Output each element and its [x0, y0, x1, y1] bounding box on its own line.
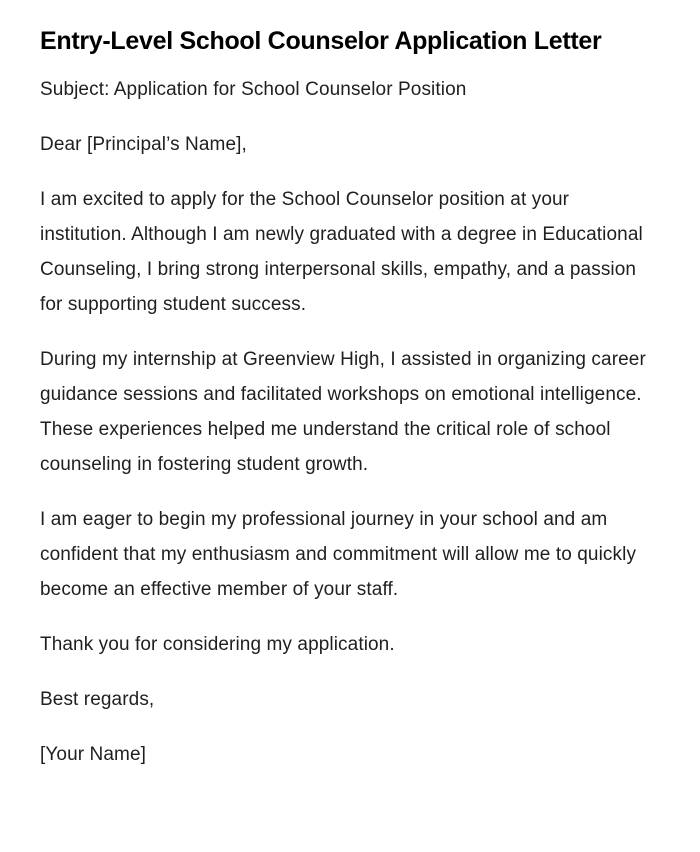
body-paragraph-intro: I am excited to apply for the School Counselor position at your institution. Although I am newly graduated with a degree in Educational Counseling, I bring strong interpersonal skills, empathy, and a passion for supporting student success. — [40, 189, 643, 315]
letter-document — [40, 24, 650, 792]
closing-line: Best regards, — [40, 689, 155, 710]
subject-line: Subject: Application for School Counselor Position — [40, 79, 467, 100]
thanks-line: Thank you for considering my application. — [40, 634, 395, 655]
body-paragraph-motivation: I am eager to begin my professional journey in your school and am confident that my enthusiasm and commitment will allow me to quickly become an effective member of your staff. — [40, 509, 637, 600]
body-paragraph-experience: During my internship at Greenview High, I assisted in organizing career guidance sessions and facilitated workshops on emotional intelligence. These experiences helped me understand the critical role of school counseling in fostering student growth. — [40, 349, 646, 475]
signature-line: [Your Name] — [40, 744, 147, 765]
document-title: Entry-Level School Counselor Application Letter — [40, 27, 602, 55]
salutation: Dear [Principal’s Name], — [40, 134, 247, 155]
